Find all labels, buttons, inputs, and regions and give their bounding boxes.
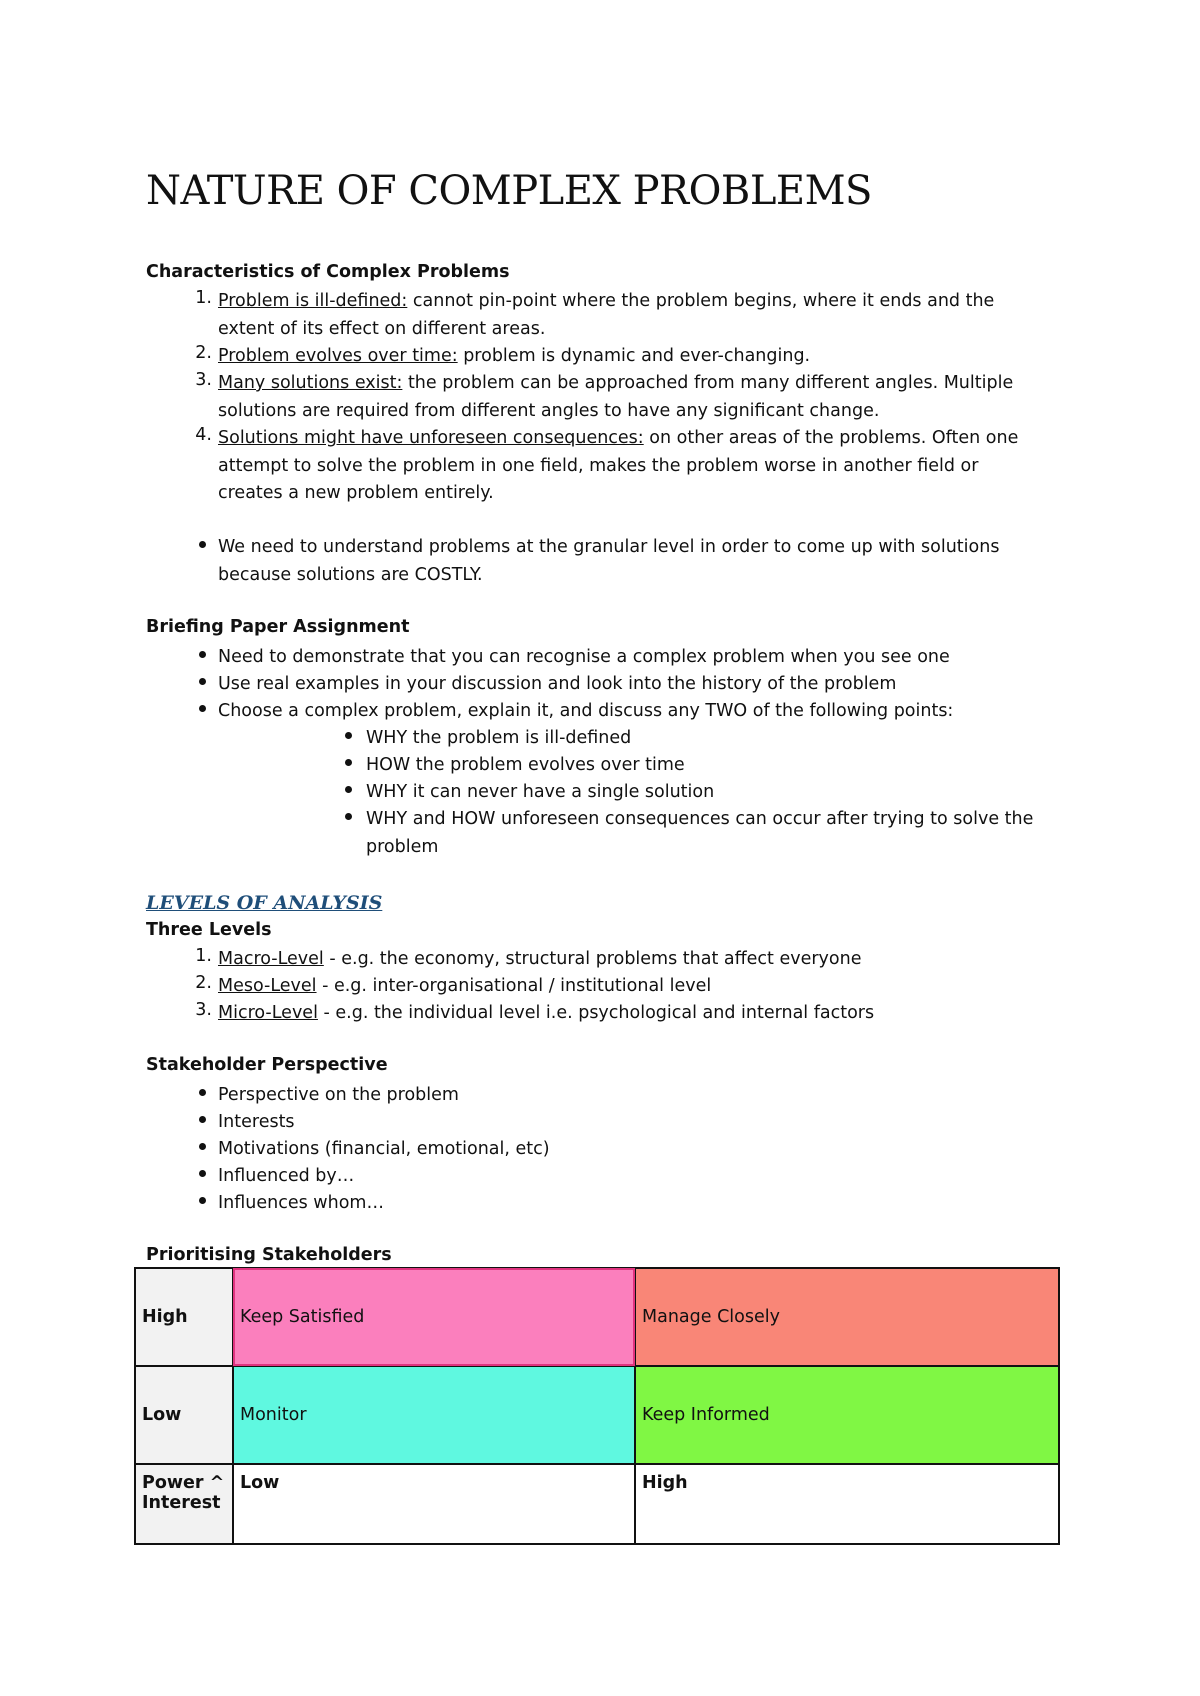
- levels-of-analysis-title: LEVELS OF ANALYSIS: [146, 892, 383, 914]
- list-item-text: Use real examples in your discussion and look into the history of the problem: [218, 674, 897, 694]
- list-item-text: Choose a complex problem, explain it, and discuss any TWO of the following points:: [218, 701, 954, 721]
- list-item-term: Problem is ill-defined:: [218, 291, 408, 311]
- bullet-icon: [182, 1109, 212, 1129]
- list-number: 1.: [195, 288, 212, 308]
- bullet-icon: [328, 752, 358, 772]
- monitor-cell: Monitor: [233, 1366, 635, 1464]
- row-label-high: High: [135, 1268, 233, 1366]
- list-number: 2.: [195, 343, 212, 363]
- note-text: We need to understand problems at the granular level in order to come up with solutions because solutions are COSTLY.: [218, 537, 1000, 585]
- list-item-text: WHY the problem is ill-defined: [366, 728, 632, 748]
- page-title: NATURE OF COMPLEX PROBLEMS: [146, 168, 872, 214]
- bullet-icon: [182, 698, 212, 718]
- bullet-icon: [182, 534, 212, 554]
- list-item-text: Motivations (financial, emotional, etc): [218, 1139, 550, 1159]
- list-item-text: - e.g. the economy, structural problems that affect everyone: [323, 949, 862, 969]
- bullet-icon: [182, 1082, 212, 1102]
- list-item-term: Meso-Level: [218, 976, 317, 996]
- manage-closely-cell: Manage Closely: [635, 1268, 1059, 1366]
- list-item-text: Perspective on the problem: [218, 1085, 459, 1105]
- list-number: 4.: [195, 425, 212, 445]
- axis-label-interest: Interest: [142, 1493, 221, 1513]
- prioritising-heading: Prioritising Stakeholders: [146, 1245, 392, 1265]
- bullet-icon: [182, 1163, 212, 1183]
- table-row: [135, 1464, 1059, 1544]
- list-item-text: - e.g. inter-organisational / institutional level: [316, 976, 712, 996]
- bullet-icon: [182, 1136, 212, 1156]
- axis-label-power: Power ^: [142, 1473, 225, 1493]
- list-item-body: [218, 946, 1038, 974]
- row-label-low: Low: [135, 1366, 233, 1464]
- list-item-text: - e.g. the individual level i.e. psychological and internal factors: [317, 1003, 875, 1023]
- bullet-icon: [328, 779, 358, 799]
- keep-informed-cell: Keep Informed: [635, 1366, 1059, 1464]
- list-number: 1.: [195, 946, 212, 966]
- characteristics-heading: Characteristics of Complex Problems: [146, 262, 510, 282]
- list-item-term: Many solutions exist:: [218, 373, 403, 393]
- list-item-term: Micro-Level: [218, 1003, 318, 1023]
- axis-label-cell: [135, 1464, 233, 1544]
- list-item-text: WHY and HOW unforeseen consequences can occur after trying to solve the problem: [366, 809, 1034, 857]
- list-item-text: Influences whom…: [218, 1193, 384, 1213]
- stakeholder-heading: Stakeholder Perspective: [146, 1055, 388, 1075]
- list-item-text: Need to demonstrate that you can recognise a complex problem when you see one: [218, 647, 950, 667]
- bullet-icon: [182, 671, 212, 691]
- three-levels-heading: Three Levels: [146, 920, 272, 940]
- list-item-body: [218, 288, 1038, 343]
- table-row: [135, 1366, 1059, 1464]
- list-number: 3.: [195, 1000, 212, 1020]
- list-item-term: Macro-Level: [218, 949, 324, 969]
- bullet-icon: [182, 1190, 212, 1210]
- list-item-text: on other areas of the problems. Often one attempt to solve the problem in one field, makes the problem worse in another field or creates a new problem entirely.: [218, 428, 1019, 503]
- list-item-text: cannot pin-point where the problem begins, where it ends and the extent of its effect on different areas.: [218, 291, 995, 339]
- list-item-text: HOW the problem evolves over time: [366, 755, 685, 775]
- list-item-body: [218, 343, 1038, 371]
- list-item-body: [218, 1000, 1038, 1028]
- bullet-icon: [328, 806, 358, 826]
- list-item-text: Influenced by…: [218, 1166, 355, 1186]
- column-label-low: Low: [233, 1464, 635, 1544]
- list-number: 2.: [195, 973, 212, 993]
- table-row: [135, 1268, 1059, 1366]
- list-item-term: Solutions might have unforeseen consequences:: [218, 428, 644, 448]
- list-number: 3.: [195, 370, 212, 390]
- bullet-icon: [182, 644, 212, 664]
- list-item-text: WHY it can never have a single solution: [366, 782, 715, 802]
- list-item-body: [218, 370, 1038, 425]
- list-item-text: problem is dynamic and ever-changing.: [457, 346, 811, 366]
- stakeholder-matrix-table: [134, 1267, 1060, 1545]
- briefing-heading: Briefing Paper Assignment: [146, 617, 410, 637]
- list-item-body: [218, 425, 1038, 508]
- column-label-high: High: [635, 1464, 1059, 1544]
- list-item-body: [218, 973, 1038, 1001]
- list-item-term: Problem evolves over time:: [218, 346, 458, 366]
- keep-satisfied-cell: Keep Satisfied: [233, 1268, 635, 1366]
- list-item-text: Interests: [218, 1112, 295, 1132]
- bullet-icon: [328, 725, 358, 745]
- list-item-text: the problem can be approached from many different angles. Multiple solutions are required from different angles to have any significant change.: [218, 373, 1014, 421]
